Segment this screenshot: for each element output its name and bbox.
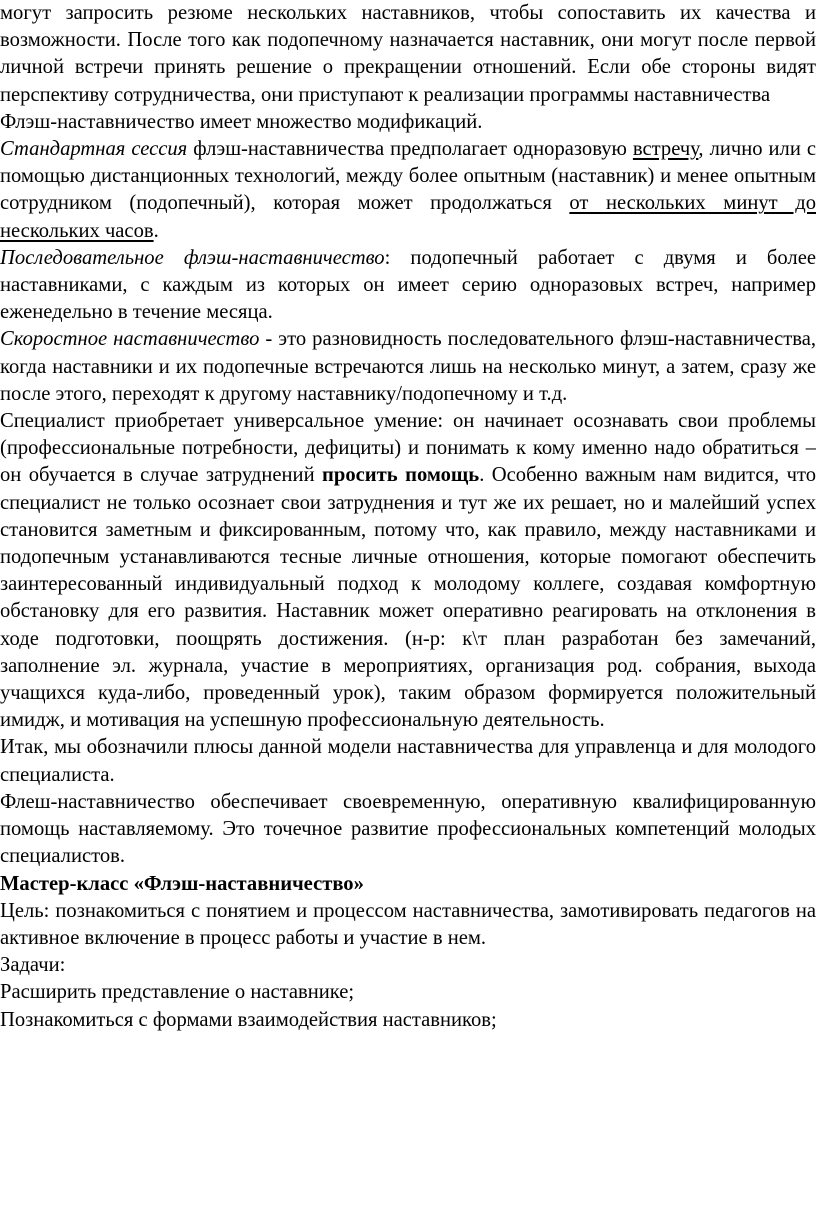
- paragraph-flash-benefit: Флеш-наставничество обеспечивает своевременную, оперативную квалифицированную помощь наставляемому. Это точечное развитие профессиональных компетенций молодых специалистов.: [0, 790, 816, 868]
- term-sequential: Последовательное флэш-наставничество: [0, 246, 385, 269]
- text-fragment: флэш-наставничества предполагает одноразовую: [187, 138, 633, 161]
- text-fragment: Специалист приобретает универсальное умение: он начинает осознавать свои проблемы (профессиональные потребности, дефициты) и понимать к кому именно надо обратиться – он обучается в случае затруднений: [0, 410, 816, 487]
- text-fragment: . Особенно важным нам видится, что специалист не только осознает свои затруднения и тут же их решает, но и малейший успех становится заметным и фиксированным, потому что, как правило, между наставниками и подопечным устанавливаются тесные личные отношения, которые помогают обеспечить заинтересованный индивидуальный подход к молодому коллеге, создавая комфортную обстановку для его развития. Наставник может оперативно реагировать на отклонения в ходе подготовки, поощрять достижения. (н-р: к\т план разработан без замечаний, заполнение эл. журнала, участие в мероприятиях, организация род. собрания, выхода учащихся куда-либо, проведенный урок), таким образом формируется положительный имидж, и мотивация на успешную профессиональную деятельность.: [0, 464, 816, 732]
- task-item: Расширить представление о наставнике;: [0, 981, 355, 1004]
- paragraph-speed: [0, 326, 816, 408]
- paragraph-tasks-label: Задачи:: [0, 954, 66, 977]
- text-fragment: , лично или с помощью дистанционных технологий, между более опытным (наставник) и менее опытным сотрудником (подопечный), которая может продолжаться: [0, 138, 816, 215]
- term-standard-session: Стандартная сессия: [0, 138, 188, 161]
- paragraph-goal: Цель: познакомиться с понятием и процессом наставничества, замотивировать педагогов на активное включение в процесс работы и участие в нем.: [0, 899, 816, 949]
- paragraph-specialist-skill: [0, 408, 816, 734]
- text-fragment: : подопечный работает с двумя и более наставниками, с каждым из которых он имеет серию одноразовых встреч, например еженедельно в течение месяца.: [0, 246, 816, 324]
- section-heading: Мастер-класс «Флэш-наставничество»: [0, 872, 364, 895]
- underlined-duration: от нескольких минут до нескольких часов: [0, 192, 816, 242]
- task-item: Познакомиться с формами взаимодействия наставников;: [0, 1008, 497, 1031]
- paragraph-modifications: Флэш-наставничество имеет множество модификаций.: [0, 110, 483, 133]
- text-fragment: - это разновидность последовательного флэш-наставничества, когда наставники и их подопечные встречаются лишь на несколько минут, а затем, сразу же после этого, переходят к другому наставнику/подопечному и т.д.: [0, 328, 816, 405]
- underlined-meeting: встречу: [632, 138, 699, 161]
- term-speed-mentoring: Скоростное наставничество: [0, 328, 260, 351]
- paragraph-mentor-resume: могут запросить резюме нескольких наставников, чтобы сопоставить их качества и возможности. После того как подопечному назначается наставник, они могут после первой личной встречи принять решение о прекращении отношений. Если обе стороны видят перспективу сотрудничества, они приступают к реализации программы наставничества: [0, 2, 816, 106]
- paragraph-standard-session: [0, 136, 816, 245]
- bold-ask-help: просить помощь: [322, 464, 480, 487]
- paragraph-summary: Итак, мы обозначили плюсы данной модели наставничества для управленца и для молодого специалиста.: [0, 736, 816, 786]
- text-fragment: .: [153, 219, 159, 242]
- paragraph-sequential: [0, 245, 816, 327]
